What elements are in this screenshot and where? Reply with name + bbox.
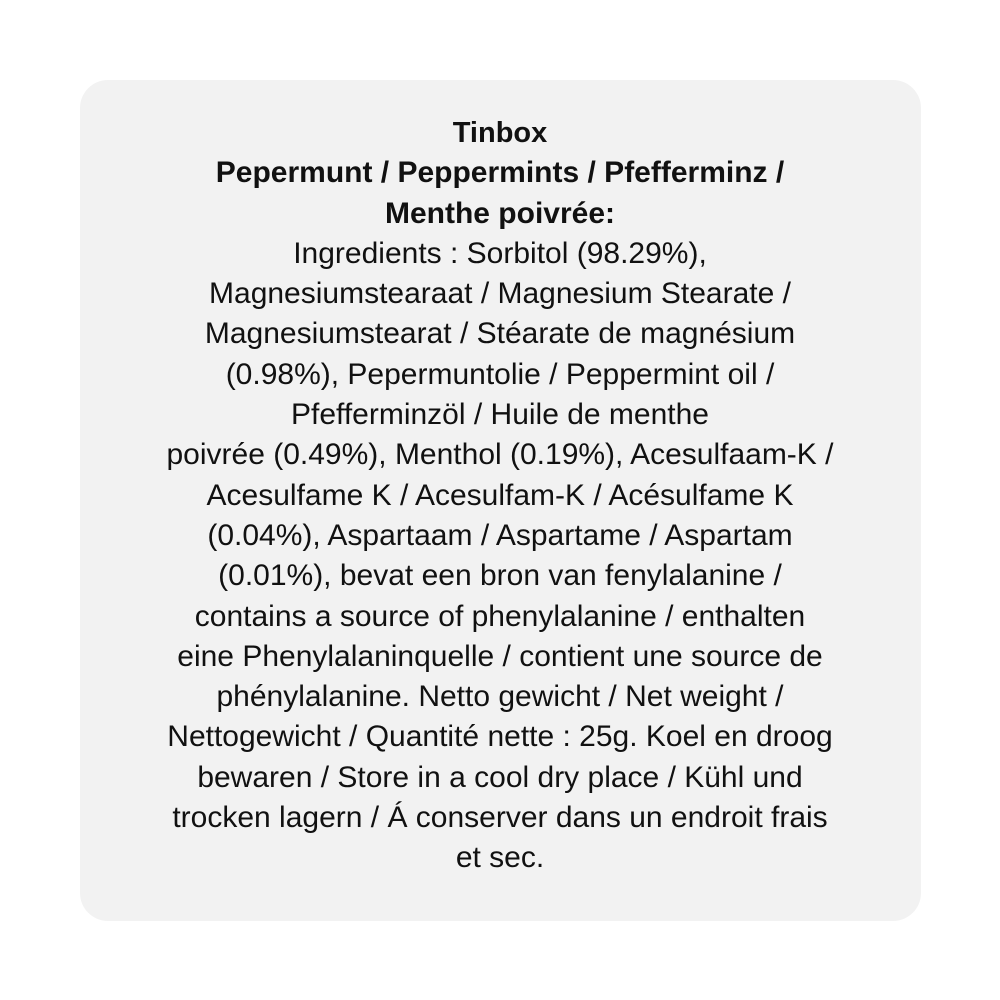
ingredients-line: (0.01%), bevat een bron van fenylalanine /	[218, 559, 782, 593]
product-title: Tinbox	[452, 117, 548, 149]
ingredients-line: eine Phenylalaninquelle / contient une source de	[177, 639, 823, 673]
ingredients-line: Pfefferminzöl / Huile de menthe	[291, 398, 709, 432]
ingredients-line: trocken lagern / Á conserver dans un endroit frais	[172, 801, 828, 835]
ingredients-line: Magnesiumstearat / Stéarate de magnésium	[204, 317, 796, 351]
ingredients-line: (0.98%), Pepermuntolie / Peppermint oil /	[225, 357, 775, 391]
ingredients-line: contains a source of phenylalanine / enthalten	[194, 599, 806, 633]
ingredients-line: et sec.	[455, 841, 545, 875]
ingredients-line: phénylalanine. Netto gewicht / Net weight /	[216, 680, 784, 714]
ingredients-line: poivrée (0.49%), Menthol (0.19%), Acesulfaam-K /	[166, 438, 834, 472]
ingredients-line: Magnesiumstearaat / Magnesium Stearate /	[209, 277, 791, 311]
product-subtitle-line-2: Menthe poivrée:	[384, 196, 616, 230]
ingredients-line: Nettogewicht / Quantité nette : 25g. Koel en droog	[167, 720, 833, 754]
ingredients-line: bewaren / Store in a cool dry place / Kühl und	[197, 760, 803, 794]
ingredients-line: Acesulfame K / Acesulfam-K / Acésulfame K	[206, 478, 794, 512]
ingredients-line: Ingredients : Sorbitol (98.29%),	[293, 236, 707, 270]
ingredients-line: (0.04%), Aspartaam / Aspartame / Aspartam	[207, 518, 793, 552]
product-subtitle-line-1: Pepermunt / Peppermints / Pfefferminz /	[215, 156, 785, 190]
ingredient-label-text	[0, 113, 1000, 879]
